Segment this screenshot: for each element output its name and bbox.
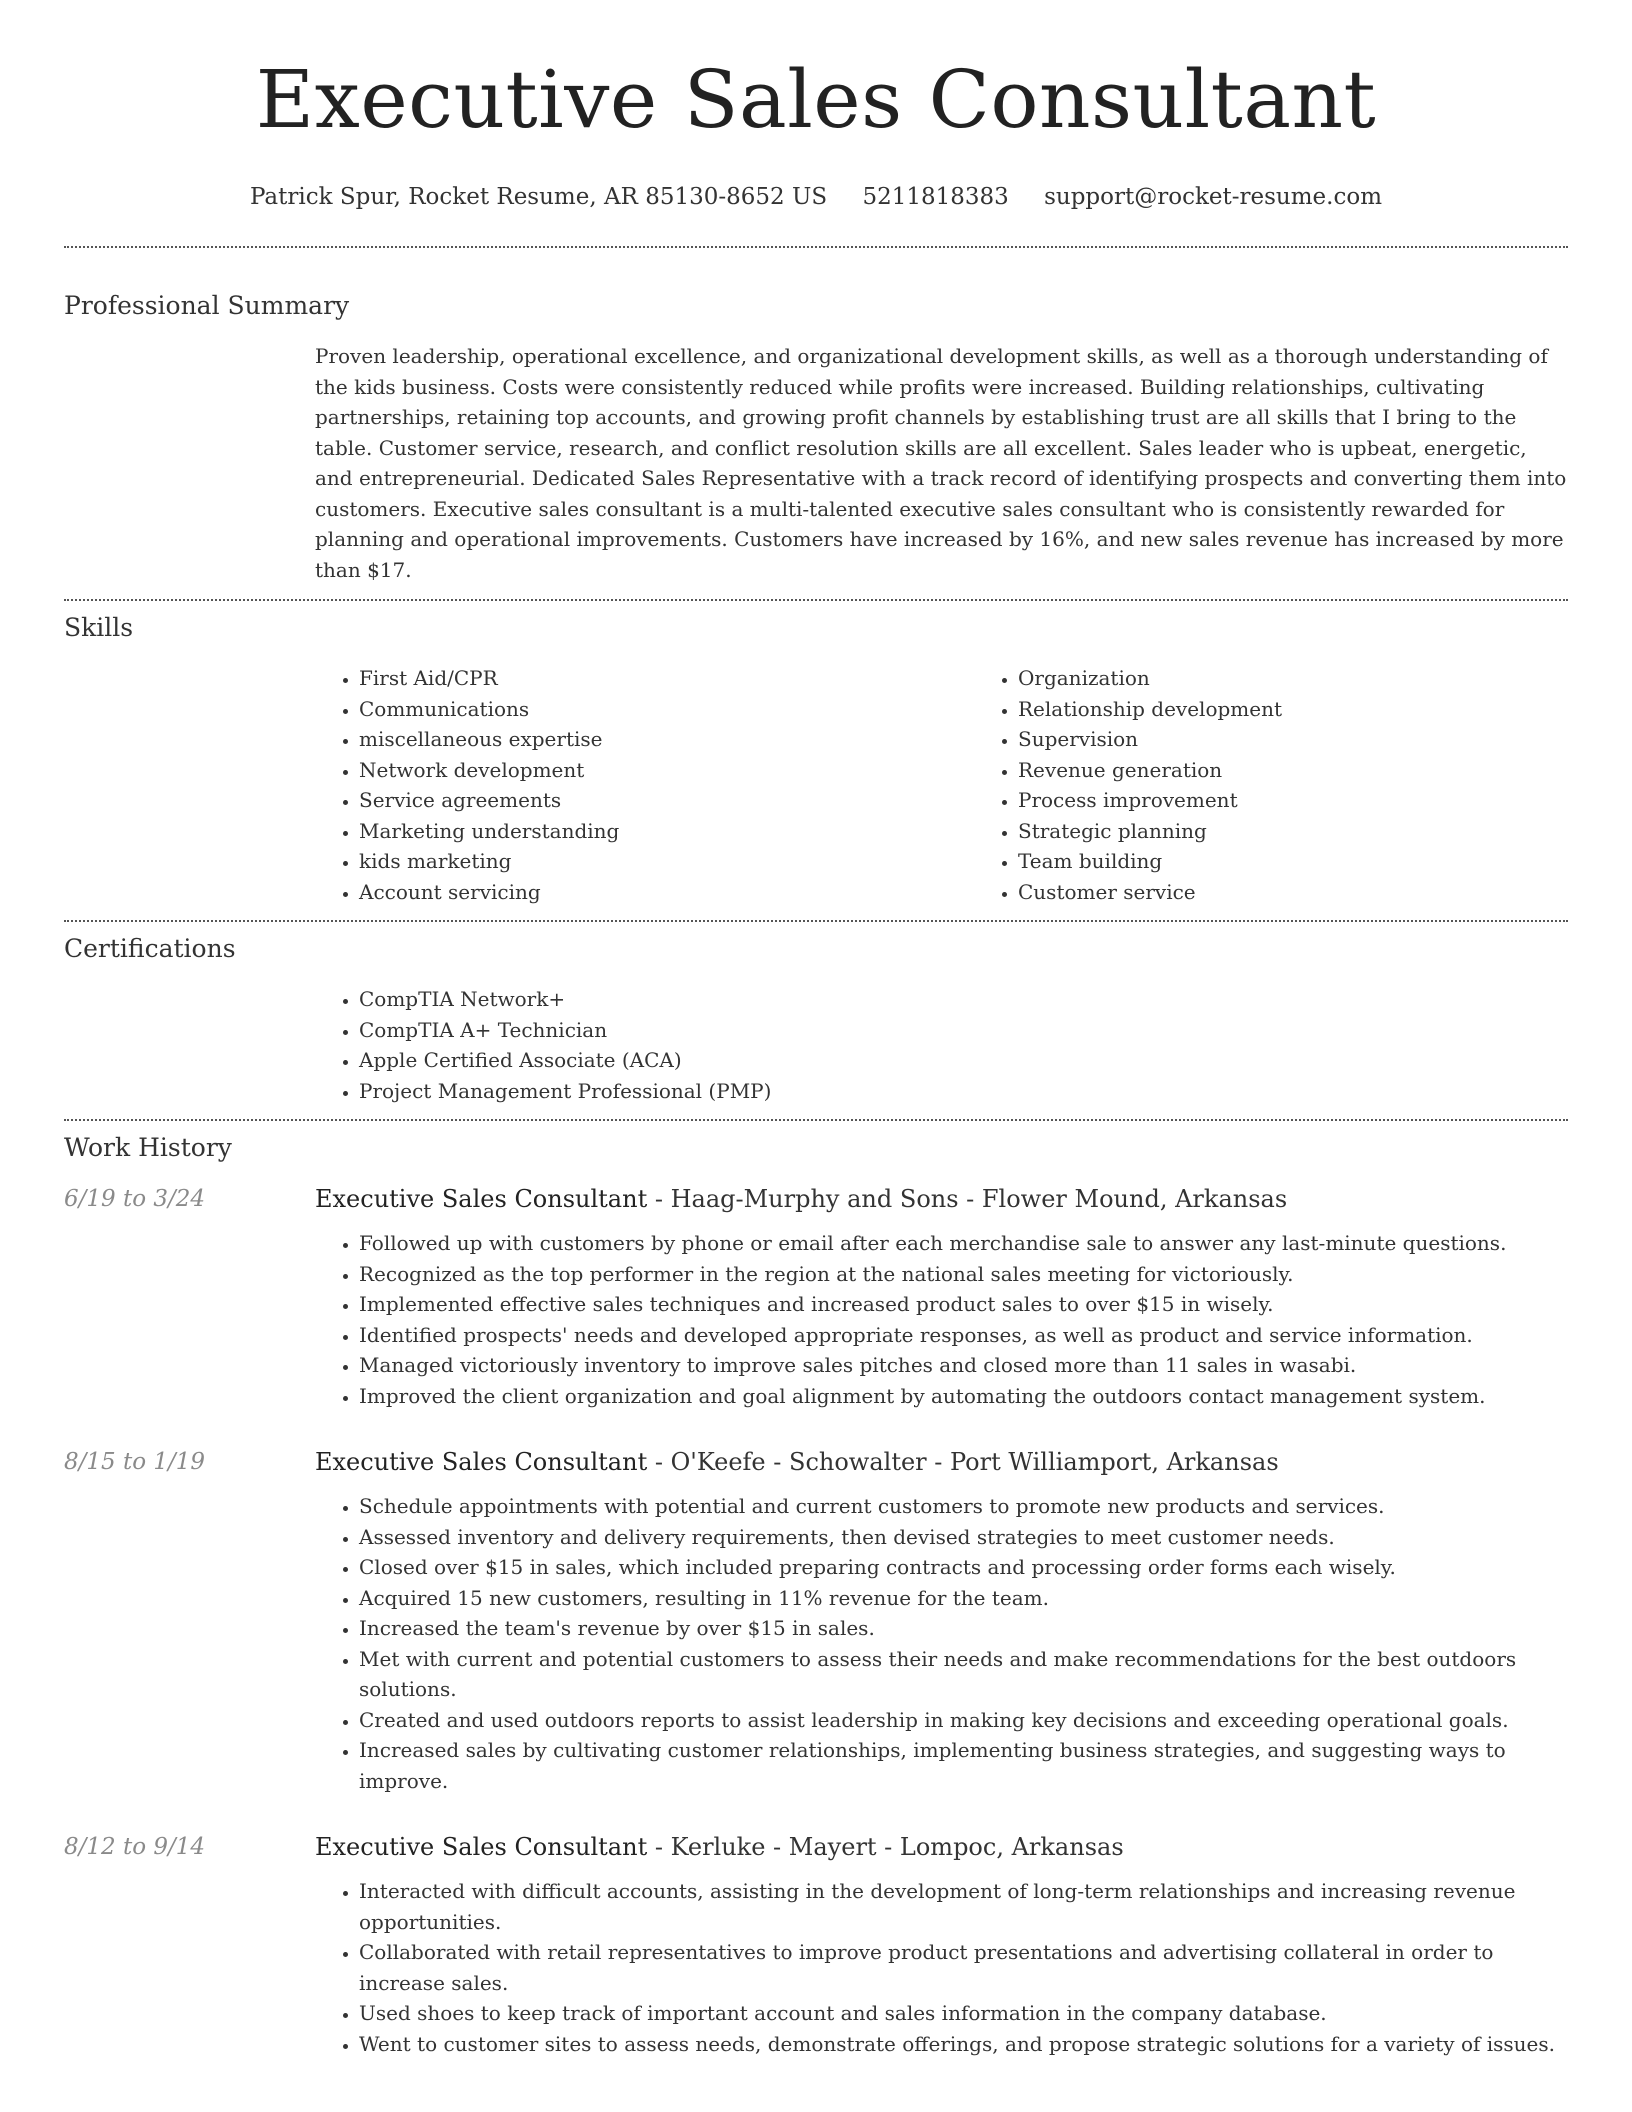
job-bullets — [315, 1876, 1568, 2059]
list-item: • Used shoes to keep track of important account and sales information in the company database. — [359, 1998, 1568, 2029]
professional-summary-section — [64, 248, 1568, 599]
list-item: • Met with current and potential customers to assess their needs and make recommendations for the best outdoors solutions. — [359, 1644, 1568, 1705]
list-item: • Process improvement — [1018, 785, 1632, 816]
job-title — [315, 1182, 1568, 1216]
job-role: Executive Sales Consultant — [315, 1185, 648, 1213]
list-item: • Increased the team's revenue by over $15 in sales. — [359, 1613, 1568, 1644]
job-role: Executive Sales Consultant — [315, 1448, 648, 1476]
list-item: • Communications — [359, 694, 974, 725]
job-entry — [64, 1182, 1568, 1411]
list-item: • Schedule appointments with potential and current customers to promote new products and services. — [359, 1491, 1568, 1522]
work-history-section — [64, 1121, 1568, 2059]
contact-phone: 5211818383 — [862, 184, 1009, 210]
skills-list-right — [974, 663, 1632, 907]
list-item: • Revenue generation — [1018, 755, 1632, 786]
list-item: • Improved the client organization and goal alignment by automating the outdoors contact management system. — [359, 1381, 1568, 1412]
job-dates: 8/15 to 1/19 — [64, 1449, 206, 1475]
list-item: • Assessed inventory and delivery requirements, then devised strategies to meet customer needs. — [359, 1522, 1568, 1553]
list-item: • CompTIA Network+ — [359, 984, 1568, 1015]
job-dates: 8/12 to 9/14 — [64, 1834, 206, 1860]
section-heading: Work History — [64, 1133, 232, 1162]
job-role: Executive Sales Consultant — [315, 1833, 648, 1861]
resume-title: Executive Sales Consultant — [255, 53, 1377, 146]
list-item: • Team building — [1018, 846, 1632, 877]
job-company: - O'Keefe - Schowalter - Port Williamport, Arkansas — [647, 1448, 1279, 1476]
list-item: • Closed over $15 in sales, which included preparing contracts and processing order forms each wisely. — [359, 1552, 1568, 1583]
list-item: • kids marketing — [359, 846, 974, 877]
job-title — [315, 1445, 1568, 1479]
list-item: • Organization — [1018, 663, 1632, 694]
list-item: • Network development — [359, 755, 974, 786]
job-company: - Haag-Murphy and Sons - Flower Mound, Arkansas — [647, 1185, 1288, 1213]
job-company: - Kerluke - Mayert - Lompoc, Arkansas — [647, 1833, 1124, 1861]
certifications-list — [315, 984, 1568, 1106]
list-item: • Followed up with customers by phone or email after each merchandise sale to answer any last-minute questions. — [359, 1228, 1568, 1259]
list-item: • Implemented effective sales techniques and increased product sales to over $15 in wisely. — [359, 1289, 1568, 1320]
job-title — [315, 1830, 1568, 1864]
section-heading: Professional Summary — [64, 291, 350, 320]
list-item: • CompTIA A+ Technician — [359, 1015, 1568, 1046]
list-item: • Supervision — [1018, 724, 1632, 755]
contact-line — [64, 182, 1568, 212]
section-heading: Certifications — [64, 934, 236, 963]
list-item: • Recognized as the top performer in the region at the national sales meeting for victoriously. — [359, 1259, 1568, 1290]
skills-list-left — [315, 663, 974, 907]
certifications-body — [315, 965, 1568, 1119]
summary-text: Proven leadership, operational excellence, and organizational development skills, as well as a thorough understanding of the kids business. Costs were consistently reduced while profits were increased. Building relationships, cultivating partnerships, retaining top accounts, and growing profit channels by establishing trust are all skills that I bring to the table. Customer service, research, and conflict resolution skills are all excellent. Sales leader who is upbeat, energetic, and entrepreneurial. Dedicated Sales Representative with a track record of identifying prospects and converting them into customers. Executive sales consultant is a multi-talented executive sales consultant who is consistently rewarded for planning and operational improvements. Customers have increased by 16%, and new sales revenue has increased by more than $17. — [315, 344, 1567, 582]
job-entry — [64, 1830, 1568, 2059]
section-heading: Skills — [64, 613, 134, 642]
list-item: • Acquired 15 new customers, resulting in 11% revenue for the team. — [359, 1583, 1568, 1614]
job-bullets — [315, 1228, 1568, 1411]
list-item: • Went to customer sites to assess needs, demonstrate offerings, and propose strategic solutions for a variety of issues. — [359, 2029, 1568, 2060]
skills-section — [64, 601, 1568, 920]
list-item: • Created and used outdoors reports to assist leadership in making key decisions and exceeding operational goals. — [359, 1705, 1568, 1736]
list-item: • Interacted with difficult accounts, assisting in the development of long-term relationships and increasing revenue opportunities. — [359, 1876, 1568, 1937]
list-item: • Collaborated with retail representatives to improve product presentations and advertising collateral in order to increase sales. — [359, 1937, 1568, 1998]
list-item: • miscellaneous expertise — [359, 724, 974, 755]
certifications-section — [64, 922, 1568, 1119]
job-dates: 6/19 to 3/24 — [64, 1186, 206, 1212]
list-item: • Apple Certified Associate (ACA) — [359, 1045, 1568, 1076]
list-item: • Service agreements — [359, 785, 974, 816]
list-item: • First Aid/CPR — [359, 663, 974, 694]
contact-address: Patrick Spur, Rocket Resume, AR 85130-8652 US — [249, 184, 828, 210]
list-item: • Strategic planning — [1018, 816, 1632, 847]
skills-columns — [315, 644, 1568, 920]
list-item: • Customer service — [1018, 877, 1632, 908]
list-item: • Relationship development — [1018, 694, 1632, 725]
job-entry — [64, 1445, 1568, 1796]
list-item: • Marketing understanding — [359, 816, 974, 847]
list-item: • Account servicing — [359, 877, 974, 908]
list-item: • Identified prospects' needs and developed appropriate responses, as well as product and service information. — [359, 1320, 1568, 1351]
list-item: • Project Management Professional (PMP) — [359, 1076, 1568, 1107]
list-item: • Increased sales by cultivating customer relationships, implementing business strategies, and suggesting ways to improve. — [359, 1735, 1568, 1796]
list-item: • Managed victoriously inventory to improve sales pitches and closed more than 11 sales in wasabi. — [359, 1350, 1568, 1381]
job-bullets — [315, 1491, 1568, 1796]
contact-email: support@rocket-resume.com — [1044, 184, 1383, 210]
